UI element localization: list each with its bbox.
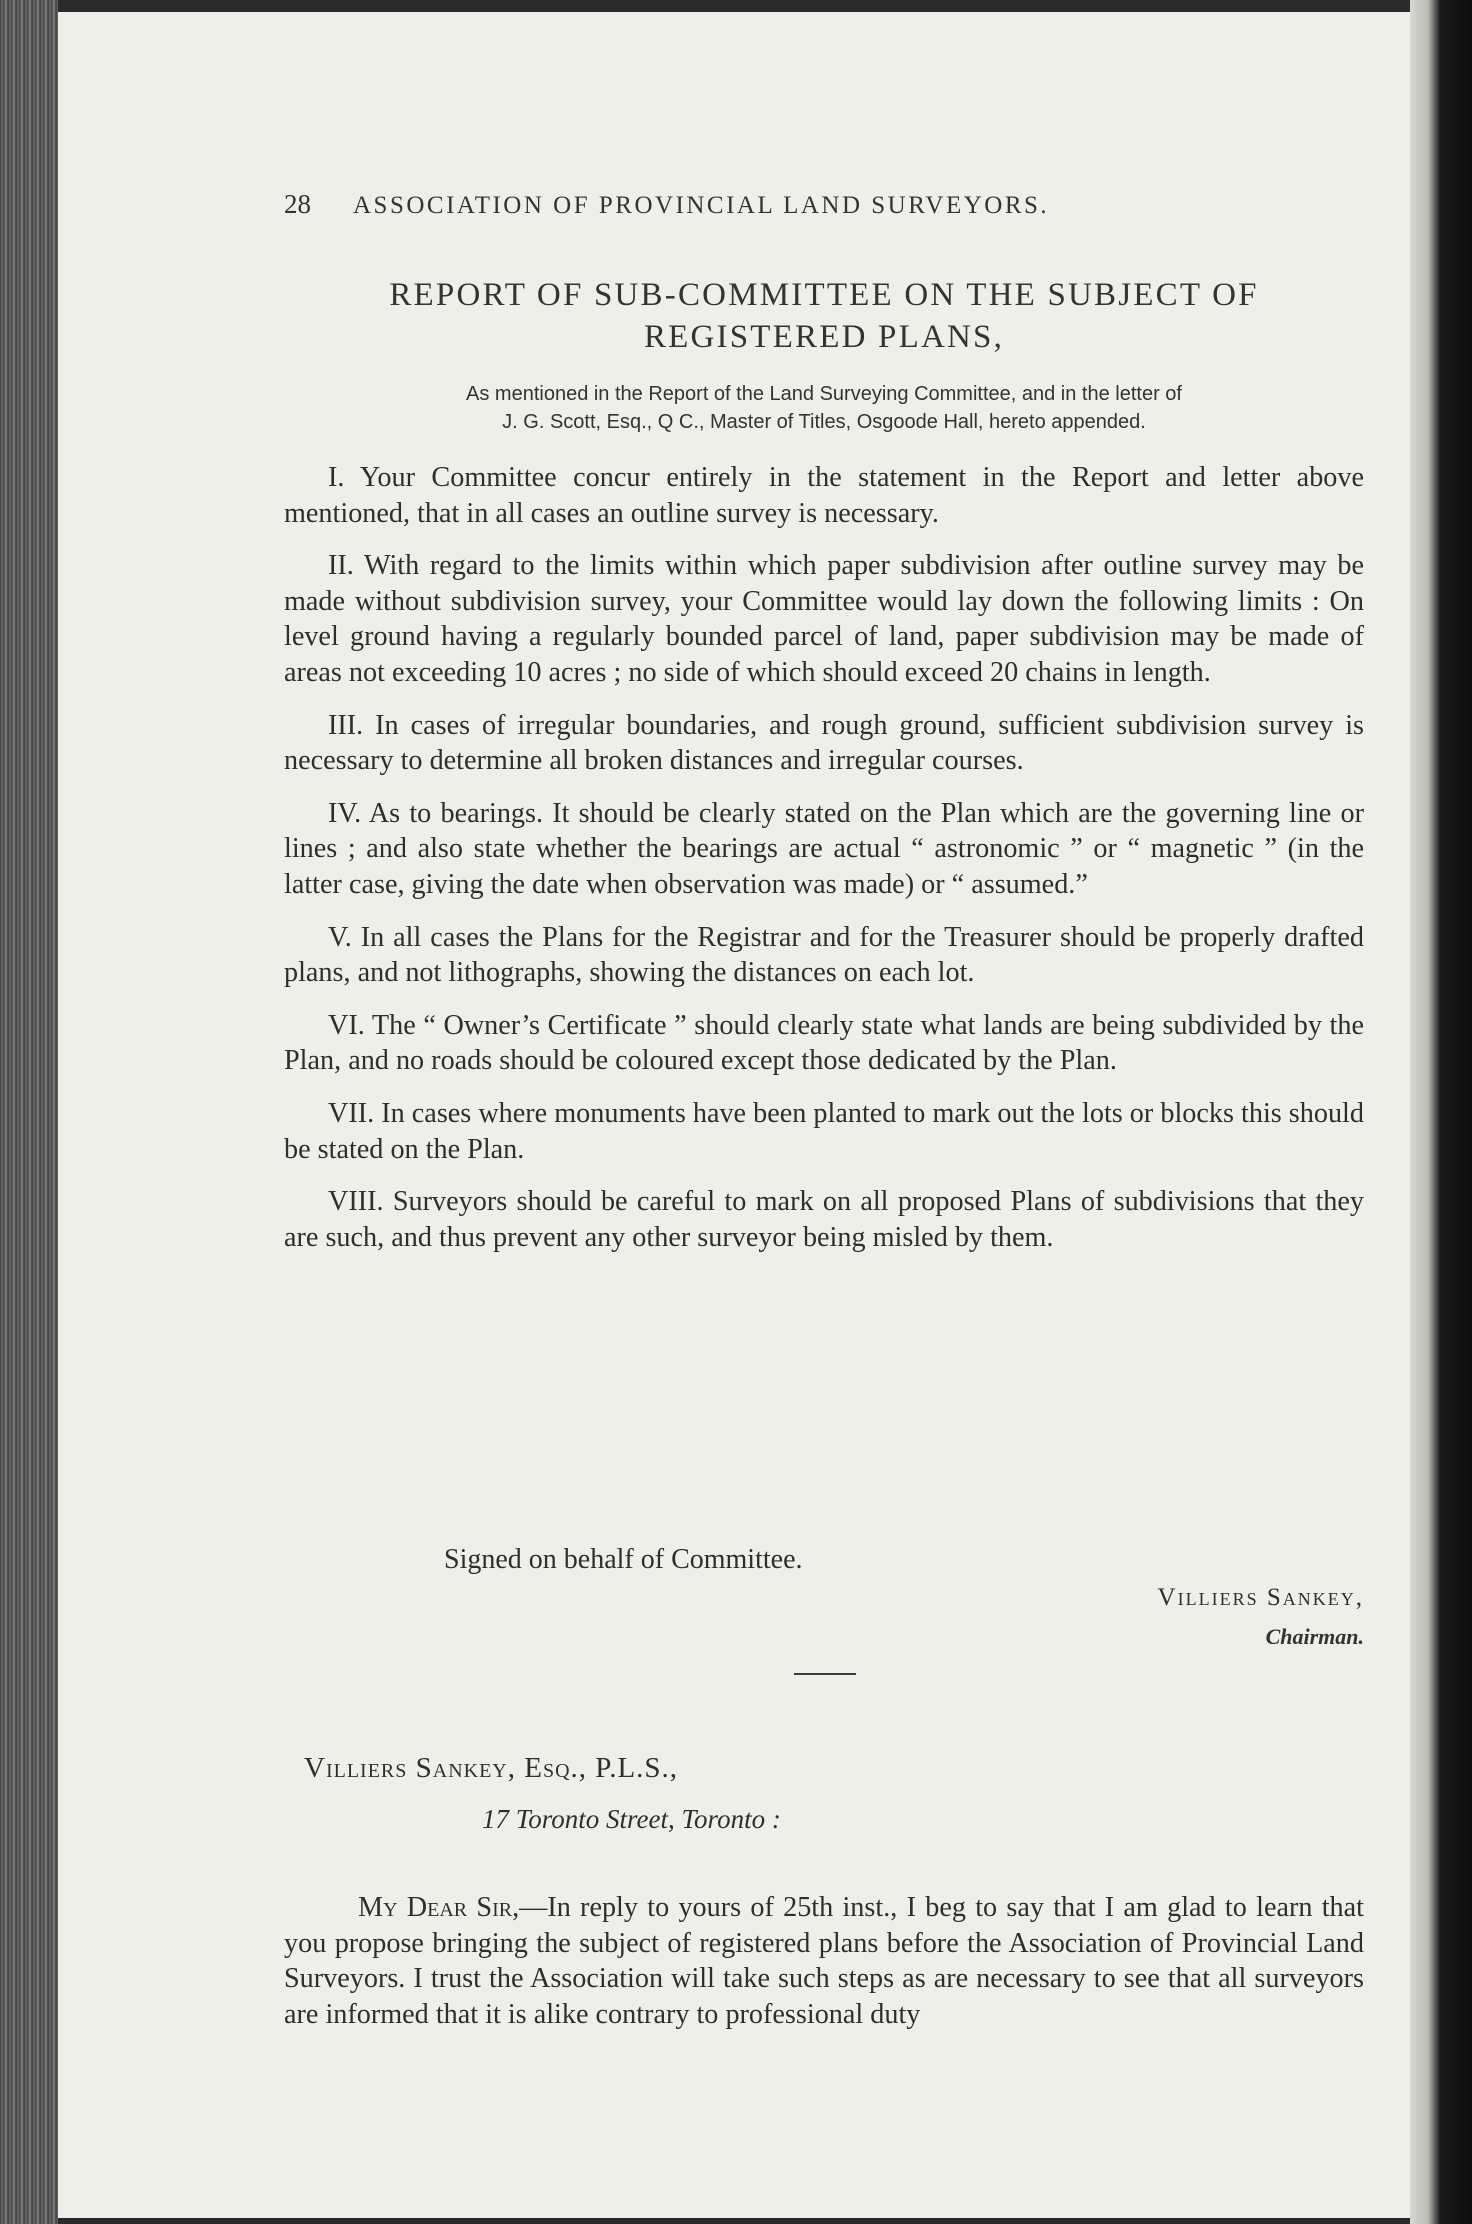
paragraph-4: IV. As to bearings. It should be clearly stated on the Plan which are the governing line or lines ; and also state whether the bearings are actual “ astronomic ” or “ magnetic ” (in the latter case, giving the date when observation was made) or “ assumed.” <box>284 797 1364 900</box>
paragraph-3: III. In cases of irregular boundaries, and rough ground, sufficient subdivision survey is necessary to determine all broken distances and irregular courses. <box>284 709 1364 777</box>
report-title-line-1: REPORT OF SUB-COMMITTEE ON THE SUBJECT OF <box>389 277 1259 313</box>
running-head <box>284 189 1284 220</box>
letter-address: 17 Toronto Street, Toronto : <box>482 1804 781 1834</box>
adjacent-page-edge <box>1410 0 1472 2224</box>
signatory-title: Chairman. <box>1265 1624 1364 1649</box>
report-title <box>284 274 1364 358</box>
signatory-name: Villiers Sankey, <box>1157 1584 1364 1611</box>
paragraph-1: I. Your Committee concur entirely in the statement in the Report and letter above mentioned, that in all cases an outline survey is necessary. <box>284 462 1364 529</box>
paragraph-7: VII. In cases where monuments have been planted to mark out the lots or blocks this should be stated on the Plan. <box>284 1097 1364 1165</box>
report-subtitle-line-1: As mentioned in the Report of the Land Surveying Committee, and in the letter of <box>466 383 1182 405</box>
section-divider <box>794 1673 856 1675</box>
letter-salutation: My Dear Sir, <box>358 1892 520 1924</box>
running-title: ASSOCIATION OF PROVINCIAL LAND SURVEYORS. <box>353 192 1050 219</box>
letter-addressee: Villiers Sankey, Esq., P.L.S., <box>304 1752 679 1784</box>
book-spine-edge <box>0 0 58 2224</box>
report-subtitle <box>284 380 1364 436</box>
paragraph-5: V. In all cases the Plans for the Registrar and for the Treasurer should be properly drafted plans, and not lithographs, showing the distances on each lot. <box>284 921 1364 989</box>
report-paragraphs <box>284 460 1364 1272</box>
signed-line: Signed on behalf of Committee. <box>444 1544 803 1575</box>
paragraph-6: VI. The “ Owner’s Certificate ” should clearly state what lands are being subdivided by the Plan, and no roads should be coloured except those dedicated by the Plan. <box>284 1009 1364 1077</box>
book-page <box>58 12 1410 2218</box>
letter-body-paragraph <box>284 1890 1364 2032</box>
paragraph-8: VIII. Surveyors should be careful to mark on all proposed Plans of subdivisions that they are such, and thus prevent any other surveyor being misled by them. <box>284 1186 1364 1253</box>
report-subtitle-line-2: J. G. Scott, Esq., Q C., Master of Titles, Osgoode Hall, hereto appended. <box>502 411 1146 433</box>
letter-body: —In reply to yours of 25th inst., I beg to say that I am glad to learn that you propose bringing the subject of registered plans before the Association of Provincial Land Surveyors. I trust the Association will take such steps as are necessary to see that all surveyors are informed that it is alike contrary to professional duty <box>284 1892 1364 2030</box>
paragraph-2: II. With regard to the limits within which paper subdivision after outline survey may be made without subdivision survey, your Committee would lay down the following limits : On level ground having a regularly bounded parcel of land, paper subdivision may be made of areas not exceeding 10 acres ; no side of which should exceed 20 chains in length. <box>284 550 1364 688</box>
report-title-line-2: REGISTERED PLANS, <box>643 319 1005 355</box>
page-number: 28 <box>284 189 311 219</box>
